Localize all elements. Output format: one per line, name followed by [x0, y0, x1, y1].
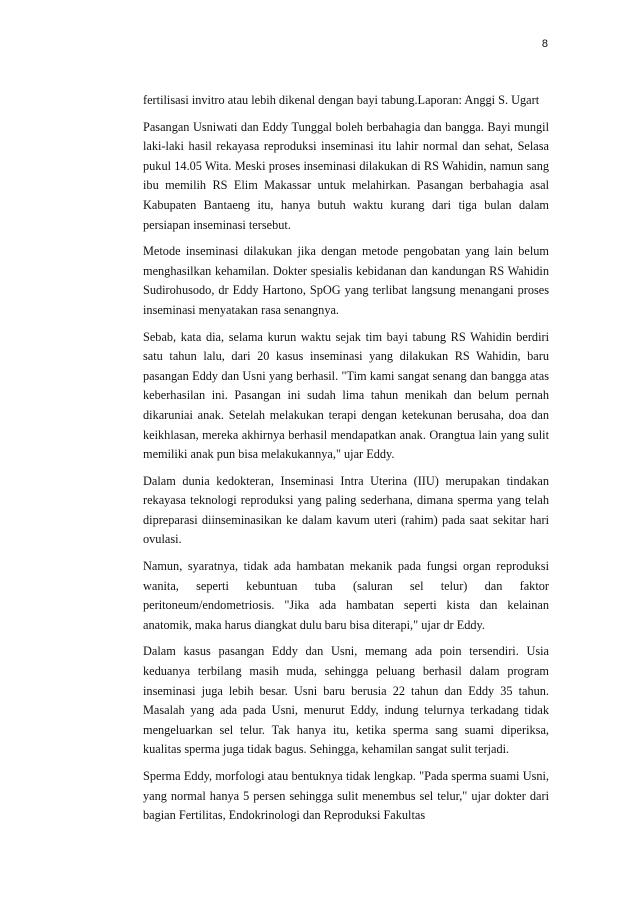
paragraph: Metode inseminasi dilakukan jika dengan metode pengobatan yang lain belum menghasilkan kehamilan. Dokter spesialis kebidanan dan kandungan RS Wahidin Sudirohusodo, dr Eddy Hartono, SpOG yang terlibat langsung menangani proses inseminasi menyatakan rasa senangnya.	[143, 244, 549, 317]
paragraph: Sebab, kata dia, selama kurun waktu sejak tim bayi tabung RS Wahidin berdiri satu tahun lalu, dari 20 kasus inseminasi yang dilakukan RS Wahidin, baru pasangan Eddy dan Usni yang berhasil. "Tim kami sangat senang dan bangga atas keberhasilan ini. Pasangan ini sudah lima tahun menikah dan belum pernah dikaruniai anak. Setelah melakukan terapi dengan ketekunan berusaha, doa dan keikhlasan, mereka akhirnya berhasil mendapatkan anak. Orangtua lain yang sulit memiliki anak pun bisa melakukannya," ujar Eddy.	[143, 329, 549, 462]
paragraph: Pasangan Usniwati dan Eddy Tunggal boleh berbahagia dan bangga. Bayi mungil laki-laki hasil rekayasa reproduksi inseminasi itu lahir normal dan sehat, Selasa pukul 14.05 Wita. Meski proses inseminasi dilakukan di RS Wahidin, namun sang ibu memilih RS Elim Makassar untuk melahirkan. Pasangan berbahagia asal Kabupaten Bantaeng itu, hanya butuh waktu kurang dari tiga bulan dalam persiapan inseminasi tersebut.	[143, 119, 549, 232]
paragraph: Dalam dunia kedokteran, Inseminasi Intra Uterina (IIU) merupakan tindakan rekayasa teknologi reproduksi yang paling sederhana, dimana sperma yang telah dipreparasi diinseminasikan ke dalam kavum uteri (rahim) pada saat sekitar hari ovulasi.	[143, 473, 549, 547]
paragraph: fertilisasi invitro atau lebih dikenal dengan bayi tabung.Laporan: Anggi S. Ugart	[143, 93, 540, 107]
paragraph: Namun, syaratnya, tidak ada hambatan mekanik pada fungsi organ reproduksi wanita, seperti kebuntuan tuba (saluran sel telur) dan faktor peritoneum/endometriosis. "Jika ada hambatan seperti kista dan kelainan anatomik, maka harus diangkat dulu baru bisa diterapi," ujar dr Eddy.	[143, 559, 549, 632]
paragraph: Sperma Eddy, morfologi atau bentuknya tidak lengkap. "Pada sperma suami Usni, yang normal hanya 5 persen sehingga sulit menembus sel telur," ujar dokter dari bagian Fertilitas, Endokrinologi dan Reproduksi Fakultas	[143, 769, 549, 823]
body-text	[143, 91, 549, 833]
paragraph: Dalam kasus pasangan Eddy dan Usni, memang ada poin tersendiri. Usia keduanya terbilang masih muda, sehingga peluang berhasil dalam program inseminasi juga lebih besar. Usni baru berusia 22 tahun dan Eddy 35 tahun. Masalah yang ada pada Usni, menurut Eddy, indung telurnya terkadang tidak mengeluarkan sel telur. Tak hanya itu, ketika sperma sang suami diperiksa, kualitas sperma juga tidak bagus. Sehingga, kehamilan sangat sulit terjadi.	[143, 644, 549, 757]
page-number: 8	[541, 38, 548, 50]
